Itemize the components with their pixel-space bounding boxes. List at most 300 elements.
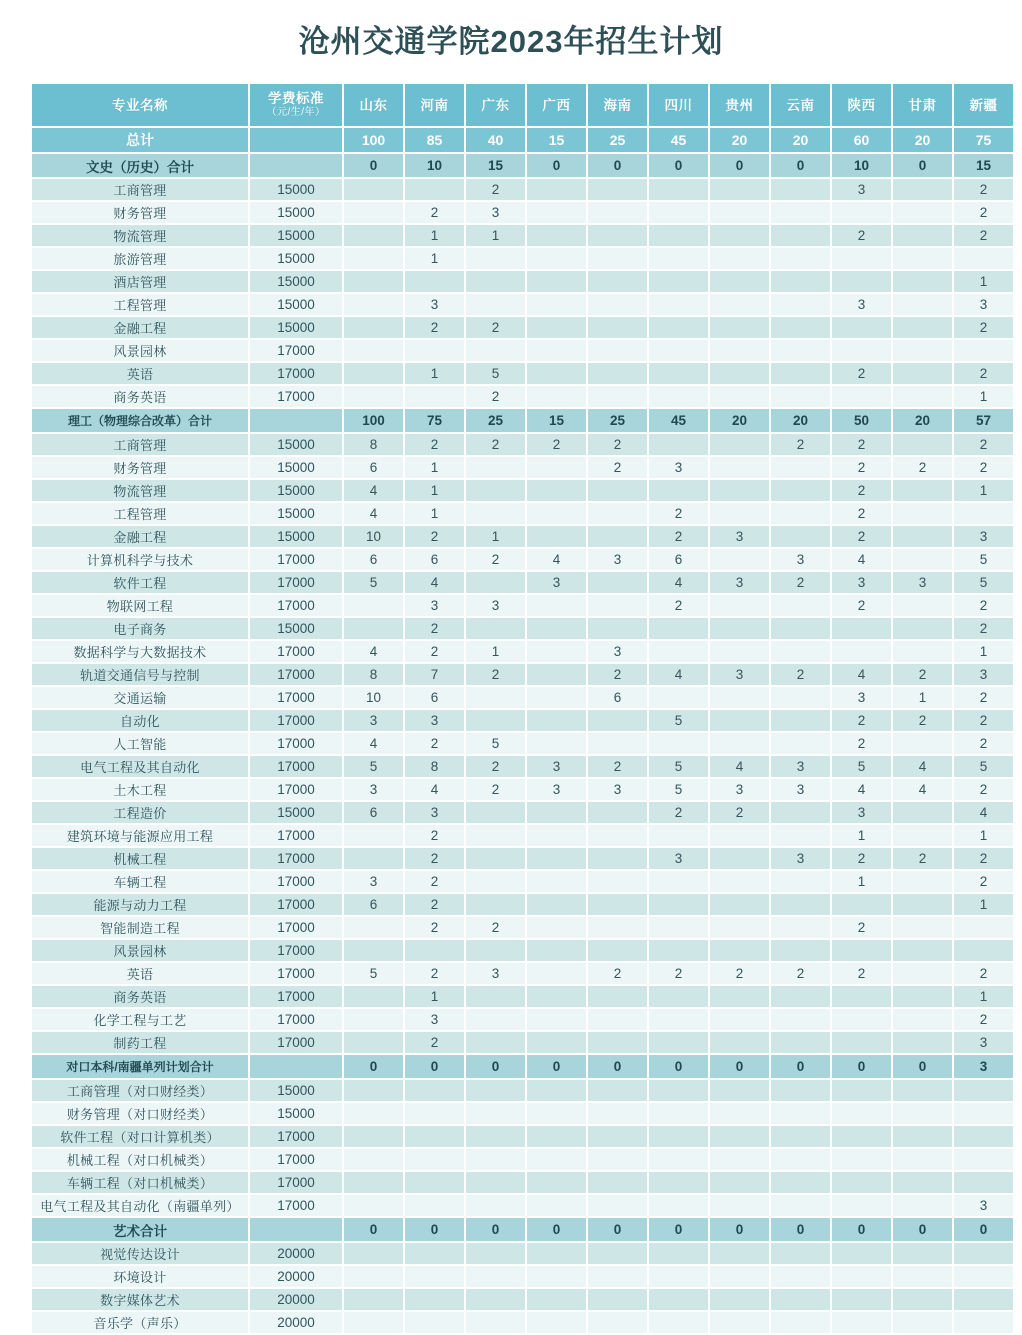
quota-cell-gx	[527, 480, 586, 501]
quota-cell-hen: 2	[405, 963, 464, 984]
quota-cell-gz	[710, 687, 769, 708]
quota-cell-gz	[710, 294, 769, 315]
quota-cell-sd	[344, 1289, 403, 1310]
quota-cell-gd	[466, 940, 525, 961]
quota-cell-sc: 6	[649, 549, 708, 570]
tuition-fee-cell: 20000	[250, 1312, 342, 1333]
quota-cell-gz: 3	[710, 779, 769, 800]
quota-cell-gz	[710, 202, 769, 223]
major-name-cell: 金融工程	[32, 526, 248, 547]
quota-cell-gs	[893, 825, 952, 846]
major-name-cell: 环境设计	[32, 1266, 248, 1287]
quota-cell-gd	[466, 1195, 525, 1216]
quota-cell-xj: 0	[954, 1218, 1013, 1241]
quota-cell-sd	[344, 1312, 403, 1333]
quota-cell-sx	[832, 1266, 891, 1287]
column-header-label: 广东	[481, 97, 510, 113]
quota-cell-gx	[527, 710, 586, 731]
tuition-fee-cell: 17000	[250, 386, 342, 407]
quota-cell-gz: 3	[710, 526, 769, 547]
tuition-fee-cell: 17000	[250, 1149, 342, 1170]
major-name-cell: 财务管理	[32, 457, 248, 478]
quota-cell-hai	[588, 848, 647, 869]
quota-cell-hen	[405, 1243, 464, 1264]
quota-cell-sc: 5	[649, 756, 708, 777]
section-total-row	[32, 1055, 1013, 1078]
quota-cell-gd	[466, 618, 525, 639]
tuition-fee-cell: 17000	[250, 363, 342, 384]
quota-cell-gx	[527, 225, 586, 246]
quota-cell-sc	[649, 733, 708, 754]
quota-cell-sc	[649, 1195, 708, 1216]
major-name-cell: 旅游管理	[32, 248, 248, 269]
grand-total-row	[32, 128, 1013, 152]
quota-cell-yn	[771, 340, 830, 361]
quota-cell-yn	[771, 802, 830, 823]
quota-cell-hen: 2	[405, 317, 464, 338]
quota-cell-hai	[588, 526, 647, 547]
quota-cell-sx	[832, 1289, 891, 1310]
major-name-cell: 物流管理	[32, 480, 248, 501]
quota-cell-gs: 0	[893, 1055, 952, 1078]
quota-cell-xj	[954, 940, 1013, 961]
tuition-fee-cell: 17000	[250, 963, 342, 984]
quota-cell-sc: 0	[649, 1055, 708, 1078]
quota-cell-hen: 1	[405, 457, 464, 478]
quota-cell-gd	[466, 848, 525, 869]
quota-cell-gd: 0	[466, 1218, 525, 1241]
quota-cell-gd	[466, 894, 525, 915]
quota-cell-gs	[893, 618, 952, 639]
quota-cell-sx: 60	[832, 128, 891, 152]
table-row	[32, 871, 1013, 892]
section-total-row	[32, 154, 1013, 177]
quota-cell-gz	[710, 1103, 769, 1124]
quota-cell-sc: 2	[649, 503, 708, 524]
quota-cell-hai: 2	[588, 756, 647, 777]
tuition-fee-cell: 15000	[250, 271, 342, 292]
quota-cell-yn	[771, 1149, 830, 1170]
quota-cell-hen	[405, 940, 464, 961]
quota-cell-gx: 3	[527, 572, 586, 593]
quota-cell-hai	[588, 340, 647, 361]
quota-cell-gd: 0	[466, 1055, 525, 1078]
column-header-sd	[344, 84, 403, 126]
quota-cell-gd	[466, 503, 525, 524]
quota-cell-gx	[527, 1009, 586, 1030]
quota-cell-xj	[954, 503, 1013, 524]
quota-cell-gd	[466, 572, 525, 593]
quota-cell-gd	[466, 294, 525, 315]
quota-cell-hen: 2	[405, 848, 464, 869]
quota-cell-gd	[466, 1126, 525, 1147]
table-row	[32, 595, 1013, 616]
quota-cell-gs	[893, 386, 952, 407]
quota-cell-xj	[954, 1103, 1013, 1124]
quota-cell-sc	[649, 1126, 708, 1147]
quota-cell-hai	[588, 179, 647, 200]
quota-cell-gs: 20	[893, 128, 952, 152]
major-name-cell: 交通运输	[32, 687, 248, 708]
quota-cell-sc	[649, 271, 708, 292]
tuition-fee-cell: 17000	[250, 340, 342, 361]
quota-cell-gx	[527, 917, 586, 938]
major-name-cell: 艺术合计	[32, 1218, 248, 1241]
quota-cell-sx: 2	[832, 710, 891, 731]
quota-cell-hen: 2	[405, 894, 464, 915]
tuition-fee-cell	[250, 128, 342, 152]
quota-cell-yn	[771, 1266, 830, 1287]
quota-cell-hai	[588, 595, 647, 616]
table-row	[32, 825, 1013, 846]
quota-cell-sd	[344, 202, 403, 223]
tuition-fee-cell: 17000	[250, 940, 342, 961]
quota-cell-sc	[649, 917, 708, 938]
quota-cell-gz	[710, 1195, 769, 1216]
quota-cell-xj	[954, 1312, 1013, 1333]
quota-cell-sx	[832, 1312, 891, 1333]
quota-cell-sx: 2	[832, 595, 891, 616]
table-row	[32, 1126, 1013, 1147]
tuition-fee-cell: 17000	[250, 572, 342, 593]
quota-cell-hen: 7	[405, 664, 464, 685]
column-header-label: 学费标准	[268, 91, 324, 107]
quota-cell-hen: 1	[405, 248, 464, 269]
quota-cell-gz: 20	[710, 409, 769, 432]
quota-cell-gz: 20	[710, 128, 769, 152]
major-name-cell: 财务管理（对口财经类）	[32, 1103, 248, 1124]
quota-cell-gz	[710, 549, 769, 570]
quota-cell-gs	[893, 340, 952, 361]
quota-cell-sd	[344, 1172, 403, 1193]
quota-cell-sd	[344, 1032, 403, 1053]
quota-cell-sx: 5	[832, 756, 891, 777]
quota-cell-gs	[893, 363, 952, 384]
quota-cell-yn	[771, 480, 830, 501]
major-name-cell: 软件工程	[32, 572, 248, 593]
quota-cell-hen: 1	[405, 363, 464, 384]
quota-cell-gd: 2	[466, 664, 525, 685]
quota-cell-hai	[588, 1195, 647, 1216]
quota-cell-sc	[649, 940, 708, 961]
quota-cell-gx	[527, 595, 586, 616]
quota-cell-hen: 6	[405, 687, 464, 708]
quota-cell-hen: 2	[405, 641, 464, 662]
quota-cell-sx: 2	[832, 457, 891, 478]
major-name-cell: 酒店管理	[32, 271, 248, 292]
quota-cell-hai	[588, 363, 647, 384]
quota-cell-hai	[588, 1126, 647, 1147]
quota-cell-gs	[893, 802, 952, 823]
quota-cell-sc: 4	[649, 664, 708, 685]
quota-cell-gd	[466, 1243, 525, 1264]
tuition-fee-cell: 15000	[250, 202, 342, 223]
quota-cell-hen	[405, 1266, 464, 1287]
quota-cell-hai	[588, 1243, 647, 1264]
quota-cell-gd	[466, 825, 525, 846]
quota-cell-sd: 8	[344, 664, 403, 685]
quota-cell-sc: 45	[649, 409, 708, 432]
quota-cell-hai	[588, 1009, 647, 1030]
quota-cell-gx	[527, 641, 586, 662]
quota-cell-sc: 2	[649, 963, 708, 984]
quota-cell-gd: 5	[466, 733, 525, 754]
quota-cell-sx: 2	[832, 363, 891, 384]
quota-cell-sx: 2	[832, 434, 891, 455]
quota-cell-gz	[710, 848, 769, 869]
quota-cell-sc	[649, 641, 708, 662]
quota-cell-xj	[954, 1080, 1013, 1101]
quota-cell-gx	[527, 733, 586, 754]
quota-cell-sx	[832, 340, 891, 361]
major-name-cell: 轨道交通信号与控制	[32, 664, 248, 685]
quota-cell-sc	[649, 1312, 708, 1333]
tuition-fee-cell: 20000	[250, 1266, 342, 1287]
column-header-sc	[649, 84, 708, 126]
quota-cell-gx: 4	[527, 549, 586, 570]
quota-cell-xj: 5	[954, 572, 1013, 593]
tuition-fee-cell: 17000	[250, 825, 342, 846]
quota-cell-sd	[344, 179, 403, 200]
quota-cell-sd	[344, 986, 403, 1007]
major-name-cell: 工商管理	[32, 179, 248, 200]
quota-cell-gs	[893, 986, 952, 1007]
quota-cell-hai	[588, 480, 647, 501]
quota-cell-gz	[710, 225, 769, 246]
quota-cell-hai: 3	[588, 779, 647, 800]
column-header-gz	[710, 84, 769, 126]
quota-cell-sc: 3	[649, 848, 708, 869]
tuition-fee-cell: 17000	[250, 871, 342, 892]
quota-cell-hen	[405, 386, 464, 407]
quota-cell-gz	[710, 503, 769, 524]
quota-cell-sx: 2	[832, 733, 891, 754]
quota-cell-xj: 4	[954, 802, 1013, 823]
quota-cell-sd: 5	[344, 572, 403, 593]
column-header-fee	[250, 84, 342, 126]
quota-cell-sd: 4	[344, 641, 403, 662]
quota-cell-xj: 2	[954, 848, 1013, 869]
quota-cell-sx	[832, 940, 891, 961]
quota-cell-gz	[710, 1312, 769, 1333]
quota-cell-gs	[893, 1172, 952, 1193]
quota-cell-sd: 3	[344, 779, 403, 800]
quota-cell-hen: 6	[405, 549, 464, 570]
quota-cell-sc: 4	[649, 572, 708, 593]
quota-cell-gx: 15	[527, 409, 586, 432]
major-name-cell: 商务英语	[32, 986, 248, 1007]
table-row	[32, 848, 1013, 869]
quota-cell-gs: 1	[893, 687, 952, 708]
quota-cell-yn	[771, 294, 830, 315]
tuition-fee-cell: 17000	[250, 779, 342, 800]
quota-cell-hai	[588, 1032, 647, 1053]
quota-cell-yn	[771, 248, 830, 269]
major-name-cell: 电气工程及其自动化	[32, 756, 248, 777]
quota-cell-hen	[405, 1080, 464, 1101]
tuition-fee-cell: 15000	[250, 434, 342, 455]
table-row	[32, 434, 1013, 455]
tuition-fee-cell: 17000	[250, 1172, 342, 1193]
quota-cell-gs	[893, 549, 952, 570]
quota-cell-hen: 2	[405, 917, 464, 938]
tuition-fee-cell: 17000	[250, 1032, 342, 1053]
table-row	[32, 317, 1013, 338]
quota-cell-sd: 6	[344, 894, 403, 915]
major-name-cell: 风景园林	[32, 940, 248, 961]
quota-cell-yn	[771, 271, 830, 292]
quota-cell-yn	[771, 1009, 830, 1030]
quota-cell-sx	[832, 1080, 891, 1101]
quota-cell-hai	[588, 894, 647, 915]
column-header-gx	[527, 84, 586, 126]
column-header-xj	[954, 84, 1013, 126]
quota-cell-gz	[710, 1289, 769, 1310]
quota-cell-hai: 3	[588, 549, 647, 570]
quota-cell-yn	[771, 1195, 830, 1216]
quota-cell-gs	[893, 1289, 952, 1310]
tuition-fee-cell: 17000	[250, 1009, 342, 1030]
quota-cell-sc	[649, 687, 708, 708]
table-row	[32, 618, 1013, 639]
quota-cell-gx	[527, 871, 586, 892]
quota-cell-sx: 3	[832, 179, 891, 200]
table-row	[32, 480, 1013, 501]
column-header-label: 四川	[664, 97, 693, 113]
quota-cell-yn: 3	[771, 779, 830, 800]
quota-cell-hen: 2	[405, 434, 464, 455]
quota-cell-hai	[588, 618, 647, 639]
quota-cell-gs	[893, 963, 952, 984]
quota-cell-sd: 6	[344, 802, 403, 823]
quota-cell-gs	[893, 1080, 952, 1101]
quota-cell-gx	[527, 457, 586, 478]
quota-cell-gd: 1	[466, 641, 525, 662]
quota-cell-gd	[466, 687, 525, 708]
quota-cell-sd: 6	[344, 457, 403, 478]
quota-cell-sx	[832, 271, 891, 292]
tuition-fee-cell	[250, 409, 342, 432]
quota-cell-gs	[893, 1126, 952, 1147]
quota-cell-gs: 3	[893, 572, 952, 593]
quota-cell-xj: 5	[954, 756, 1013, 777]
quota-cell-sc	[649, 340, 708, 361]
quota-cell-hai	[588, 871, 647, 892]
quota-cell-gz	[710, 1266, 769, 1287]
table-row	[32, 526, 1013, 547]
quota-cell-gd: 3	[466, 595, 525, 616]
quota-cell-hai	[588, 733, 647, 754]
quota-cell-xj	[954, 340, 1013, 361]
tuition-fee-cell: 17000	[250, 894, 342, 915]
quota-cell-gx	[527, 1126, 586, 1147]
quota-cell-hen: 10	[405, 154, 464, 177]
quota-cell-hai	[588, 1172, 647, 1193]
quota-cell-sc	[649, 363, 708, 384]
quota-cell-yn	[771, 1032, 830, 1053]
tuition-fee-cell: 17000	[250, 664, 342, 685]
quota-cell-sc	[649, 618, 708, 639]
quota-cell-gz: 3	[710, 664, 769, 685]
quota-cell-yn: 3	[771, 756, 830, 777]
column-header-label: 陕西	[847, 97, 876, 113]
table-row	[32, 756, 1013, 777]
major-name-cell: 风景园林	[32, 340, 248, 361]
quota-cell-hai	[588, 503, 647, 524]
quota-cell-gz	[710, 271, 769, 292]
quota-cell-gd: 2	[466, 317, 525, 338]
quota-cell-hen: 1	[405, 480, 464, 501]
quota-cell-sc	[649, 1032, 708, 1053]
quota-cell-sx: 1	[832, 825, 891, 846]
tuition-fee-cell: 15000	[250, 503, 342, 524]
quota-cell-yn	[771, 1172, 830, 1193]
tuition-fee-cell: 17000	[250, 986, 342, 1007]
tuition-fee-cell: 20000	[250, 1289, 342, 1310]
quota-cell-gz	[710, 248, 769, 269]
quota-cell-gs	[893, 1032, 952, 1053]
quota-cell-sx: 3	[832, 687, 891, 708]
quota-cell-sc: 2	[649, 526, 708, 547]
quota-cell-gx: 0	[527, 1218, 586, 1241]
quota-cell-hai: 2	[588, 457, 647, 478]
quota-cell-sc	[649, 248, 708, 269]
table-row	[32, 1009, 1013, 1030]
major-name-cell: 工商管理	[32, 434, 248, 455]
table-row	[32, 179, 1013, 200]
quota-cell-xj	[954, 1243, 1013, 1264]
quota-cell-gx	[527, 848, 586, 869]
quota-cell-gs	[893, 1103, 952, 1124]
quota-cell-sx	[832, 894, 891, 915]
tuition-fee-cell	[250, 1055, 342, 1078]
quota-cell-gx	[527, 1172, 586, 1193]
quota-cell-gz	[710, 894, 769, 915]
quota-cell-hen: 0	[405, 1218, 464, 1241]
quota-cell-sx	[832, 248, 891, 269]
quota-cell-gs	[893, 1009, 952, 1030]
major-name-cell: 机械工程	[32, 848, 248, 869]
quota-cell-gd: 1	[466, 526, 525, 547]
quota-cell-sx	[832, 986, 891, 1007]
tuition-fee-cell: 17000	[250, 733, 342, 754]
quota-cell-sc: 2	[649, 802, 708, 823]
quota-cell-gd: 2	[466, 434, 525, 455]
tuition-fee-cell: 15000	[250, 1103, 342, 1124]
table-row	[32, 894, 1013, 915]
quota-cell-gd	[466, 457, 525, 478]
quota-cell-gz: 0	[710, 1055, 769, 1078]
major-name-cell: 总计	[32, 128, 248, 152]
quota-cell-sd: 100	[344, 128, 403, 152]
quota-cell-gz: 0	[710, 1218, 769, 1241]
quota-cell-gd	[466, 1032, 525, 1053]
quota-cell-hen: 2	[405, 733, 464, 754]
quota-cell-yn	[771, 1080, 830, 1101]
major-name-cell: 化学工程与工艺	[32, 1009, 248, 1030]
tuition-fee-cell: 15000	[250, 225, 342, 246]
tuition-fee-cell: 17000	[250, 641, 342, 662]
quota-cell-sx	[832, 641, 891, 662]
quota-cell-yn: 0	[771, 1218, 830, 1241]
quota-cell-hen: 75	[405, 409, 464, 432]
quota-cell-gx: 2	[527, 434, 586, 455]
quota-cell-yn	[771, 618, 830, 639]
major-name-cell: 物联网工程	[32, 595, 248, 616]
quota-cell-xj: 2	[954, 871, 1013, 892]
table-row	[32, 572, 1013, 593]
column-header-name	[32, 84, 248, 126]
